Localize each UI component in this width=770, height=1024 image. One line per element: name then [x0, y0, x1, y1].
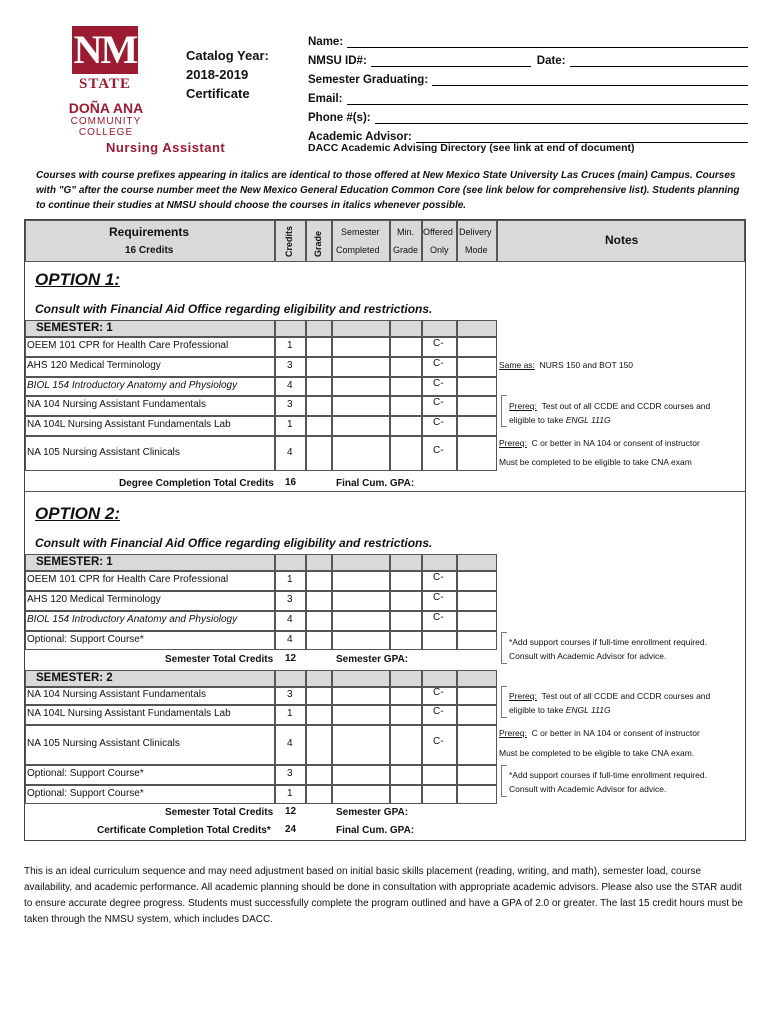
semester-completed-input[interactable] — [332, 337, 390, 357]
o2-prereq1c-text: ENGL 111G — [565, 705, 611, 715]
name-row — [308, 29, 748, 48]
o2-prereq1a-text: Test out of all CCDE and CCDR courses and — [541, 691, 711, 701]
option2-sem2-gpa-label: Semester GPA: — [336, 807, 409, 818]
table-cell — [422, 785, 457, 804]
prereq2-text: C or better in NA 104 or consent of instructor — [531, 438, 700, 448]
course-name: NA 104 Nursing Assistant Fundamentals — [27, 689, 206, 700]
course-name: NA 104L Nursing Assistant Fundamentals Lab — [27, 419, 231, 430]
table-cell — [457, 611, 497, 631]
semester-header-cell — [457, 670, 497, 687]
option1-gpa-label: Final Cum. GPA: — [336, 478, 415, 489]
table-cell — [390, 785, 422, 804]
min-grade: C- — [433, 444, 444, 456]
table-cell — [457, 785, 497, 804]
table-cell — [390, 396, 422, 416]
min-grade: C- — [433, 612, 444, 623]
option2-prereq2 — [499, 728, 700, 738]
semester-header-cell — [390, 670, 422, 687]
semester-header-1: Semester — [341, 227, 380, 237]
same-as-label: Same as: — [499, 360, 535, 370]
option2-consult: Consult with Financial Aid Office regarding eligibility and restrictions. — [35, 536, 433, 550]
option2-sem2-total-label: Semester Total Credits — [165, 807, 274, 818]
course-credits: 4 — [287, 379, 293, 391]
offered-header-1: Offered — [423, 227, 453, 237]
date-label: Date: — [536, 55, 566, 67]
table-cell — [422, 765, 457, 785]
o2-prereq2-text: C or better in NA 104 or consent of instructor — [531, 728, 700, 738]
delivery-header-2: Mode — [465, 245, 488, 255]
semester-header-cell — [422, 670, 457, 687]
min-grade: C- — [433, 358, 444, 369]
semester-completed-input[interactable] — [332, 765, 390, 785]
grade-header-label: Grade — [313, 230, 323, 257]
prereq1b-text: eligible to take — [509, 415, 566, 425]
option2-cna: Must be completed to be eligible to take CNA exam. — [499, 748, 695, 758]
course-credits: 3 — [287, 360, 293, 371]
grade-input[interactable] — [306, 377, 332, 396]
table-cell — [457, 687, 497, 705]
option2-sem1-total-label: Semester Total Credits — [165, 654, 274, 665]
catalog-year: 2018-2019 — [186, 67, 249, 82]
semester-completed-input[interactable] — [332, 357, 390, 377]
same-as-value: NURS 150 and BOT 150 — [539, 360, 634, 370]
option2-bracket1 — [501, 632, 507, 664]
option1-bracket1 — [501, 395, 507, 427]
course-credits: 1 — [287, 787, 293, 799]
semester-header-2: Completed — [336, 245, 380, 255]
table-cell — [390, 377, 422, 396]
grade-input[interactable] — [306, 416, 332, 436]
course-credits: 4 — [287, 738, 293, 749]
advisor-row — [308, 124, 748, 143]
semester-completed-input[interactable] — [332, 416, 390, 436]
table-cell — [457, 591, 497, 611]
prereq-label: Prereq: — [509, 401, 537, 411]
grade-input[interactable] — [306, 765, 332, 785]
advising-directory: DACC Academic Advising Directory (see link at end of document) — [308, 142, 635, 154]
table-cell — [390, 436, 422, 471]
course-name: OEEM 101 CPR for Health Care Professional — [27, 340, 229, 351]
option2-prereq1b — [509, 705, 611, 715]
min-grade: C- — [433, 592, 444, 603]
table-cell — [457, 337, 497, 357]
min-grade: C- — [433, 572, 444, 583]
option2-support2a: *Add support courses if full-time enrollment required. — [509, 770, 707, 780]
option2-support1b: Consult with Academic Advisor for advice. — [509, 651, 667, 661]
curriculum-table — [24, 219, 746, 841]
option2-cert-total: 24 — [285, 824, 297, 835]
semester-graduating-label: Semester Graduating: — [308, 74, 429, 86]
table-cell — [390, 687, 422, 705]
semester-header-cell — [306, 670, 332, 687]
option2-title: OPTION 2: — [35, 504, 121, 523]
option1-same-as — [499, 360, 633, 370]
option2-sem1-total: 12 — [285, 653, 297, 664]
grade-input[interactable] — [306, 785, 332, 804]
table-cell — [390, 631, 422, 650]
course-name: NA 105 Nursing Assistant Clinicals — [27, 738, 180, 749]
credential: Certificate — [186, 86, 250, 101]
table-cell — [457, 377, 497, 396]
min-grade: C- — [433, 397, 444, 408]
table-cell — [390, 416, 422, 436]
semester-header-cell — [332, 554, 390, 571]
email-row — [308, 86, 748, 105]
grade-input[interactable] — [306, 436, 332, 471]
course-name: Optional: Support Course* — [27, 633, 144, 645]
course-name: BIOL 154 Introductory Anatomy and Physiology — [27, 379, 238, 391]
option2-bracket3 — [501, 765, 507, 797]
semester-header-cell — [422, 554, 457, 571]
logo-state: STATE — [79, 76, 131, 92]
semester-header-cell — [422, 320, 457, 337]
course-credits: 1 — [287, 574, 293, 585]
semester-header-cell — [275, 320, 306, 337]
intro-paragraph: Courses with course prefixes appearing in italics are identical to those offered at New Mexico State University Las Cruces (main) Campus. Courses with "G" after the course number meet the New Mexico General Education Common Core (see link below for comprehensive list). Students planning to continue their studies at NMSU should choose the courses in italics whenever possible. — [36, 170, 740, 211]
table-cell — [457, 631, 497, 650]
course-credits: 1 — [287, 340, 293, 351]
course-name: AHS 120 Medical Terminology — [27, 360, 161, 371]
table-cell — [457, 705, 497, 725]
option2-sem2-total: 12 — [285, 806, 297, 817]
credits-header-label: Credits — [284, 225, 294, 257]
option1-prereq2 — [499, 438, 700, 448]
course-credits: 4 — [287, 614, 293, 625]
table-cell — [457, 357, 497, 377]
min-grade: C- — [433, 338, 444, 349]
semester-completed-input[interactable] — [332, 571, 390, 591]
prereq2-label: Prereq: — [499, 438, 527, 448]
course-name: NA 104L Nursing Assistant Fundamentals Lab — [27, 708, 231, 719]
min-grade: C- — [433, 377, 444, 389]
college-subtitle — [62, 116, 150, 138]
semester-header-cell — [457, 554, 497, 571]
table-cell — [390, 611, 422, 631]
course-name: OEEM 101 CPR for Health Care Professional — [27, 574, 229, 585]
table-cell — [457, 765, 497, 785]
option2-semester1: SEMESTER: 1 — [25, 554, 275, 571]
id-row — [308, 48, 748, 67]
table-cell — [457, 571, 497, 591]
min-grade: C- — [433, 687, 444, 698]
course-name: AHS 120 Medical Terminology — [27, 594, 161, 605]
option1-title: OPTION 1: — [35, 270, 121, 289]
offered-header-2: Only — [430, 245, 449, 255]
semester-header-cell — [390, 554, 422, 571]
semester-completed-input[interactable] — [332, 725, 390, 765]
semester-completed-input[interactable] — [332, 631, 390, 650]
table-cell — [390, 591, 422, 611]
table-cell — [457, 416, 497, 436]
semester-header-cell — [306, 320, 332, 337]
course-name: Optional: Support Course* — [27, 768, 144, 779]
semester-completed-input[interactable] — [332, 396, 390, 416]
table-cell — [390, 765, 422, 785]
grade-input[interactable] — [306, 357, 332, 377]
grade-input[interactable] — [306, 337, 332, 357]
footer-paragraph: This is an ideal curriculum sequence and may need adjustment based on initial basic skills placement (reading, writing, and math), semester load, course availability, and academic performance. All academic planning should be done in consultation with appropriate academic advisors. Please also use the STAR audit to ensure accurate degree progress. Students must successfully complete the program outlined and have a GPA of 2.0 or greater. The last 15 credit hours must be taken through the NMSU system, which includes DACC. — [24, 866, 743, 925]
option2-final-gpa-label: Final Cum. GPA: — [336, 825, 415, 836]
email-label: Email: — [308, 93, 343, 105]
table-cell — [457, 725, 497, 765]
option1-divider — [25, 491, 745, 492]
college-sub1: COMMUNITY — [70, 116, 142, 127]
college-name: DOÑA ANA — [68, 100, 144, 116]
course-credits: 1 — [287, 708, 293, 719]
credits-total-label: 16 Credits — [125, 245, 174, 256]
advisor-label: Academic Advisor: — [308, 131, 412, 143]
semester-header-cell — [457, 320, 497, 337]
grade-input[interactable] — [306, 631, 332, 650]
table-cell — [457, 436, 497, 471]
course-name: NA 104 Nursing Assistant Fundamentals — [27, 399, 206, 410]
semester-completed-input[interactable] — [332, 591, 390, 611]
grade-input[interactable] — [306, 611, 332, 631]
semester-header-cell — [275, 670, 306, 687]
option2-cert-total-label: Certificate Completion Total Credits* — [97, 825, 271, 836]
course-name: BIOL 154 Introductory Anatomy and Physiology — [27, 614, 238, 625]
min-header-1: Min. — [397, 227, 415, 237]
option1-total-label: Degree Completion Total Credits — [119, 478, 274, 489]
table-cell — [390, 725, 422, 765]
course-credits: 3 — [287, 399, 293, 410]
semester-completed-input[interactable] — [332, 377, 390, 396]
table-cell — [390, 337, 422, 357]
option2-support1a: *Add support courses if full-time enrollment required. — [509, 637, 707, 647]
student-info-form — [308, 29, 748, 143]
table-cell — [390, 357, 422, 377]
semester-graduating-field[interactable] — [432, 73, 748, 86]
option1-prereq1b — [509, 415, 611, 425]
table-cell — [422, 631, 457, 650]
o2-prereq-label: Prereq: — [509, 691, 537, 701]
phone-field[interactable] — [375, 111, 748, 124]
option1-total: 16 — [285, 477, 297, 488]
semester-header-cell — [306, 554, 332, 571]
option2-semester2: SEMESTER: 2 — [25, 670, 275, 687]
requirements-label: Requirements — [109, 225, 190, 239]
semester-header-cell — [332, 670, 390, 687]
catalog-block — [186, 46, 269, 103]
min-header-2: Grade — [393, 245, 419, 255]
prereq1a-text: Test out of all CCDE and CCDR courses and — [541, 401, 711, 411]
o2-prereq1b-text: eligible to take — [509, 705, 566, 715]
option2-bracket2 — [501, 686, 507, 718]
college-sub2: COLLEGE — [78, 127, 134, 138]
course-name: Optional: Support Course* — [27, 787, 144, 799]
semester-completed-input[interactable] — [332, 705, 390, 725]
grade-input[interactable] — [306, 705, 332, 725]
table-cell — [390, 571, 422, 591]
logo-nm: NM — [73, 27, 137, 72]
min-grade: C- — [433, 706, 444, 717]
semester-completed-input[interactable] — [332, 436, 390, 471]
option2-prereq1a — [509, 691, 710, 701]
option1-consult: Consult with Financial Aid Office regarding eligibility and restrictions. — [35, 302, 433, 316]
grade-input[interactable] — [306, 687, 332, 705]
course-credits: 3 — [287, 768, 293, 779]
nmsu-id-field[interactable] — [371, 54, 531, 67]
option1-cna: Must be completed to be eligible to take CNA exam — [499, 457, 692, 467]
phone-row — [308, 105, 748, 124]
grade-input[interactable] — [306, 591, 332, 611]
option2-sem1-gpa-label: Semester GPA: — [336, 654, 409, 665]
table-cell — [457, 396, 497, 416]
option1-prereq1a — [509, 401, 710, 411]
course-credits: 3 — [287, 689, 293, 700]
date-field[interactable] — [570, 54, 748, 67]
option2-support2b: Consult with Academic Advisor for advice. — [509, 784, 667, 794]
course-name: NA 105 Nursing Assistant Clinicals — [27, 446, 180, 458]
program-name: Nursing Assistant — [106, 140, 226, 155]
catalog-label: Catalog Year: — [186, 48, 269, 63]
delivery-header-1: Delivery — [459, 227, 492, 237]
table-cell — [390, 705, 422, 725]
notes-header-label: Notes — [605, 233, 639, 247]
course-credits: 4 — [287, 633, 293, 645]
grade-input[interactable] — [306, 571, 332, 591]
semester-header-cell — [332, 320, 390, 337]
semester-row — [308, 67, 748, 86]
semester-header-cell — [390, 320, 422, 337]
email-field[interactable] — [347, 92, 748, 105]
name-field[interactable] — [347, 35, 748, 48]
nmsu-id-label: NMSU ID#: — [308, 55, 367, 67]
course-credits: 4 — [287, 446, 293, 458]
course-credits: 1 — [287, 419, 293, 430]
grade-input[interactable] — [306, 396, 332, 416]
name-label: Name: — [308, 36, 344, 48]
semester-completed-input[interactable] — [332, 687, 390, 705]
grade-input[interactable] — [306, 725, 332, 765]
phone-label: Phone #(s): — [308, 112, 371, 124]
min-grade: C- — [433, 736, 444, 747]
min-grade: C- — [433, 417, 444, 428]
o2-prereq2-label: Prereq: — [499, 728, 527, 738]
prereq1c-text: ENGL 111G — [565, 415, 611, 425]
course-credits: 3 — [287, 594, 293, 605]
semester-header-cell — [275, 554, 306, 571]
semester-completed-input[interactable] — [332, 611, 390, 631]
semester-completed-input[interactable] — [332, 785, 390, 804]
option1-semester1: SEMESTER: 1 — [25, 320, 275, 337]
